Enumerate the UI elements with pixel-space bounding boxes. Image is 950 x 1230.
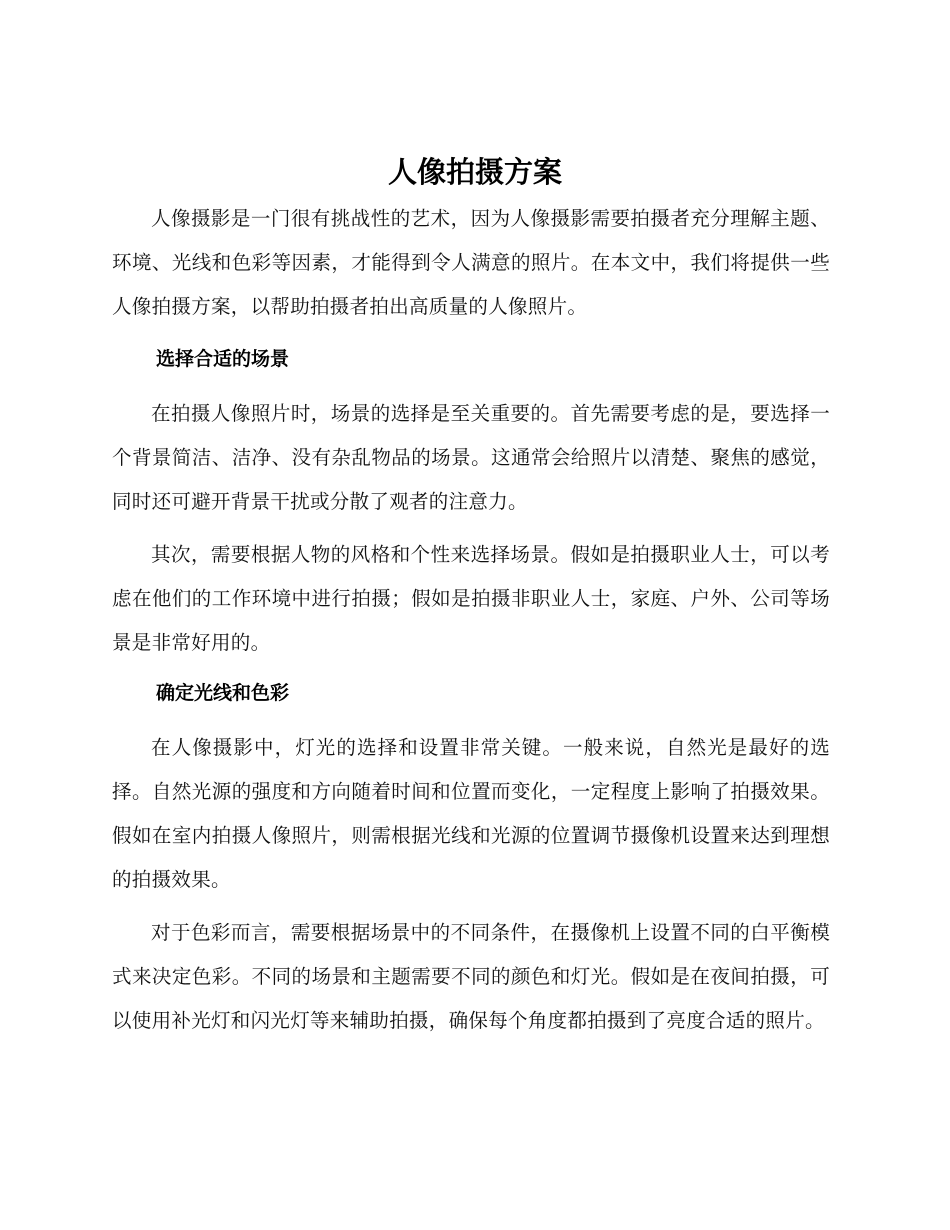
section-heading-light-color: 确定光线和色彩: [156, 682, 290, 704]
light-paragraph-1: 在人像摄影中，灯光的选择和设置非常关键。一般来说，自然光是最好的选择。自然光源的强度和方向随着时间和位置而变化，一定程度上影响了拍摄效果。假如在室内拍摄人像照片，则需根据光线和光源的位置调节摄像机设置来达到理想的拍摄效果。: [112, 736, 830, 891]
scene-paragraph-2: 其次，需要根据人物的风格和个性来选择场景。假如是拍摄职业人士，可以考虑在他们的工作环境中进行拍摄；假如是拍摄非职业人士，家庭、户外、公司等场景是非常好用的。: [112, 543, 830, 654]
document-title: 人像拍摄方案: [387, 155, 562, 189]
section-heading-scene: 选择合适的场景: [156, 348, 290, 370]
intro-paragraph: 人像摄影是一门很有挑战性的艺术，因为人像摄影需要拍摄者充分理解主题、环境、光线和色彩等因素，才能得到令人满意的照片。在本文中，我们将提供一些人像拍摄方案，以帮助拍摄者拍出高质量的人像照片。: [112, 207, 830, 318]
scene-paragraph-1: 在拍摄人像照片时，场景的选择是至关重要的。首先需要考虑的是，要选择一个背景简洁、洁净、没有杂乱物品的场景。这通常会给照片以清楚、聚焦的感觉，同时还可避开背景干扰或分散了观者的注意力。: [112, 402, 830, 513]
color-paragraph-2: 对于色彩而言，需要根据场景中的不同条件，在摄像机上设置不同的白平衡模式来决定色彩。不同的场景和主题需要不同的颜色和灯光。假如是在夜间拍摄，可以使用补光灯和闪光灯等来辅助拍摄，确保每个角度都拍摄到了亮度合适的照片。: [112, 921, 830, 1032]
